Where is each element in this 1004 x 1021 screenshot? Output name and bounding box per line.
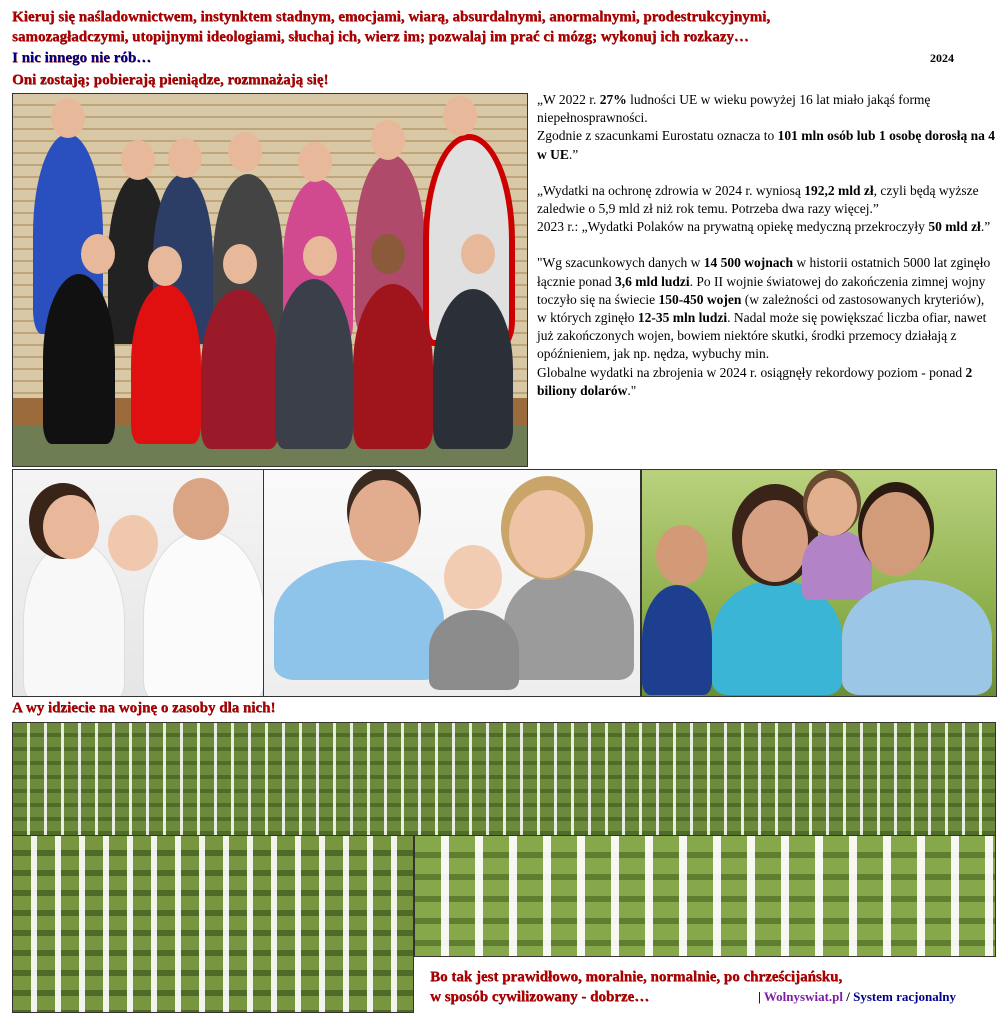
person-figure <box>642 585 712 695</box>
headline-line-3: I nic innego nie rób… <box>12 50 152 66</box>
footer-line-2: w sposób cywilizowany - dobrze… <box>430 989 650 1005</box>
footer-separator: / <box>846 989 850 1004</box>
person-head <box>371 120 405 160</box>
person-head <box>371 234 405 274</box>
person-head <box>656 525 708 585</box>
person-head <box>509 490 585 578</box>
person-head <box>461 234 495 274</box>
cemetery-photo-2 <box>12 835 414 1013</box>
headline-line-4: Oni zostają; pobierają pieniądze, rozmnażają się! <box>12 72 329 88</box>
footer-separator: | <box>758 989 761 1004</box>
person-head <box>862 492 930 576</box>
person-figure <box>43 274 115 444</box>
family-photo-2 <box>263 469 641 697</box>
person-figure <box>353 284 433 449</box>
family-photo-1 <box>12 469 264 697</box>
person-figure <box>274 560 444 680</box>
quote-wars: "Wg szacunkowych danych w 14 500 wojnach w historii ostatnich 5000 lat zginęło łącznie ponad 3,6 mld ludzi. Po II wojnie światowej do zakończenia zimnej wojny toczyło się na świecie 150-450 wojen (w zależności od zastosowanych kryteriów), w których zginęło 12-35 mln ludzi. Nadal może się powiększać liczba ofiar, nawet już zakończonych wojen, bowiem niektóre skutki, środki przemocy działają z opóźnieniem, jak np. nędza, wybuchy min. Globalne wydatki na zbrojenia w 2024 r. osiągnęły rekordowy poziom - ponad 2 biliony dolarów." <box>537 255 991 398</box>
family-photo-3 <box>641 469 997 697</box>
quote-block <box>537 91 997 418</box>
war-caption: A wy idziecie na wojnę o zasoby dla nich! <box>12 700 276 716</box>
person-head <box>168 138 202 178</box>
person-figure <box>433 289 513 449</box>
person-head <box>223 244 257 284</box>
quote-health-spending: „Wydatki na ochronę zdrowia w 2024 r. wyniosą 192,2 mld zł, czyli będą wyższe zaledwie o 5,9 mld zł niż rok temu. Potrzeba dwa razy więcej.” 2023 r.: „Wydatki Polaków na prywatną opiekę medyczną przekroczyły 50 mld zł.” <box>537 182 991 235</box>
headline-line-2: samozagładczymi, utopijnymi ideologiami, słuchaj ich, wierz im; pozwalaj im prać ci mózg; wykonuj ich rozkazy… <box>12 29 749 45</box>
person-figure <box>143 530 264 697</box>
person-head <box>121 140 155 180</box>
cemetery-photo-3 <box>414 835 996 957</box>
person-head <box>228 132 262 172</box>
baby-head <box>108 515 158 571</box>
person-head <box>349 480 419 562</box>
year-label: 2024 <box>930 51 954 65</box>
person-figure <box>23 540 125 697</box>
person-head <box>51 98 85 138</box>
person-head <box>81 234 115 274</box>
footer-links <box>758 989 956 1005</box>
person-figure <box>275 279 353 449</box>
system-racjonalny-link[interactable]: System racjonalny <box>853 989 957 1004</box>
quote-disability: „W 2022 r. 27% ludności UE w wieku powyżej 16 lat miało jakąś formę niepełnosprawności. Zgodnie z szacunkami Eurostatu oznacza to 101 mln osób lub 1 osobę dorosłą na 4 w UE.” <box>537 92 995 162</box>
person-head <box>807 478 857 536</box>
cemetery-photo-1 <box>12 722 996 836</box>
person-head <box>173 478 229 540</box>
group-photo <box>12 93 528 467</box>
person-head <box>742 500 808 582</box>
headline-line-1: Kieruj się naśladownictwem, instynktem stadnym, emocjami, wiarą, absurdalnymi, anormalnymi, prodestrukcyjnymi, <box>12 9 771 25</box>
child-head <box>444 545 502 609</box>
person-head <box>303 236 337 276</box>
person-head <box>43 495 99 559</box>
footer-line-1: Bo tak jest prawidłowo, moralnie, normalnie, po chrześcijańsku, <box>430 969 843 985</box>
person-head <box>298 142 332 182</box>
person-figure <box>131 284 201 444</box>
person-head <box>148 246 182 286</box>
child-figure <box>429 610 519 690</box>
person-figure <box>201 289 279 449</box>
wolnyswiat-link[interactable]: Wolnyswiat.pl <box>763 989 843 1004</box>
person-figure <box>842 580 992 695</box>
person-figure <box>504 570 634 680</box>
person-head <box>443 96 477 136</box>
